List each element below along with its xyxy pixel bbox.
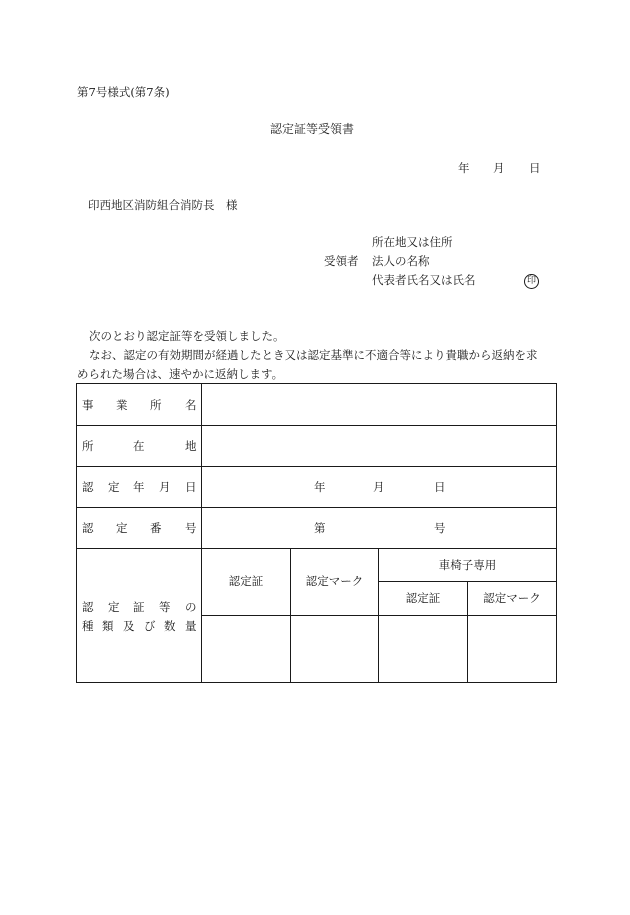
date-day-label: 日 bbox=[529, 161, 541, 175]
location-field[interactable] bbox=[202, 426, 556, 466]
cert-date-month-label: 月 bbox=[373, 480, 385, 494]
col-subheader-mark: 認定マーク bbox=[483, 591, 541, 605]
cert-date-field[interactable] bbox=[202, 467, 556, 507]
col-header-wheelchair: 車椅子専用 bbox=[438, 558, 497, 572]
business-name-field[interactable] bbox=[202, 384, 556, 425]
cert-date-year-label: 年 bbox=[314, 480, 326, 494]
cert-number-suffix: 号 bbox=[434, 521, 446, 535]
recipient-rep-label: 代表者氏名又は氏名 bbox=[372, 273, 476, 287]
qty-wheelchair-mark-field[interactable] bbox=[468, 616, 556, 682]
col-header-certificate: 認定証 bbox=[228, 574, 264, 588]
recipient-corp-label: 法人の名称 bbox=[372, 254, 430, 268]
form-number: 第7号様式(第7条) bbox=[77, 85, 170, 99]
date-year-label: 年 bbox=[458, 161, 470, 175]
addressee: 印西地区消防組合消防長 様 bbox=[88, 198, 238, 212]
recipient-label: 受領者 bbox=[324, 254, 359, 268]
seal-icon: 印 bbox=[524, 274, 539, 289]
recipient-address-label: 所在地又は住所 bbox=[372, 235, 453, 249]
cert-number-prefix: 第 bbox=[314, 521, 326, 535]
cert-number-field[interactable] bbox=[202, 508, 556, 548]
qty-wheelchair-certificate-field[interactable] bbox=[379, 616, 467, 682]
qty-mark-field[interactable] bbox=[291, 616, 378, 682]
body-line-2: なお、認定の有効期間が経過したとき又は認定基準に不適合等により貴職から返納を求 bbox=[89, 348, 538, 362]
date-month-label: 月 bbox=[493, 161, 505, 175]
col-subheader-certificate: 認定証 bbox=[405, 591, 441, 605]
col-header-mark: 認定マーク bbox=[305, 574, 364, 588]
body-line-1: 次のとおり認定証等を受領しました。 bbox=[89, 329, 285, 343]
page-title: 認定証等受領書 bbox=[270, 122, 355, 136]
qty-certificate-field[interactable] bbox=[202, 616, 290, 682]
cert-date-day-label: 日 bbox=[434, 480, 446, 494]
body-line-3: められた場合は、速やかに返納します。 bbox=[77, 367, 284, 381]
